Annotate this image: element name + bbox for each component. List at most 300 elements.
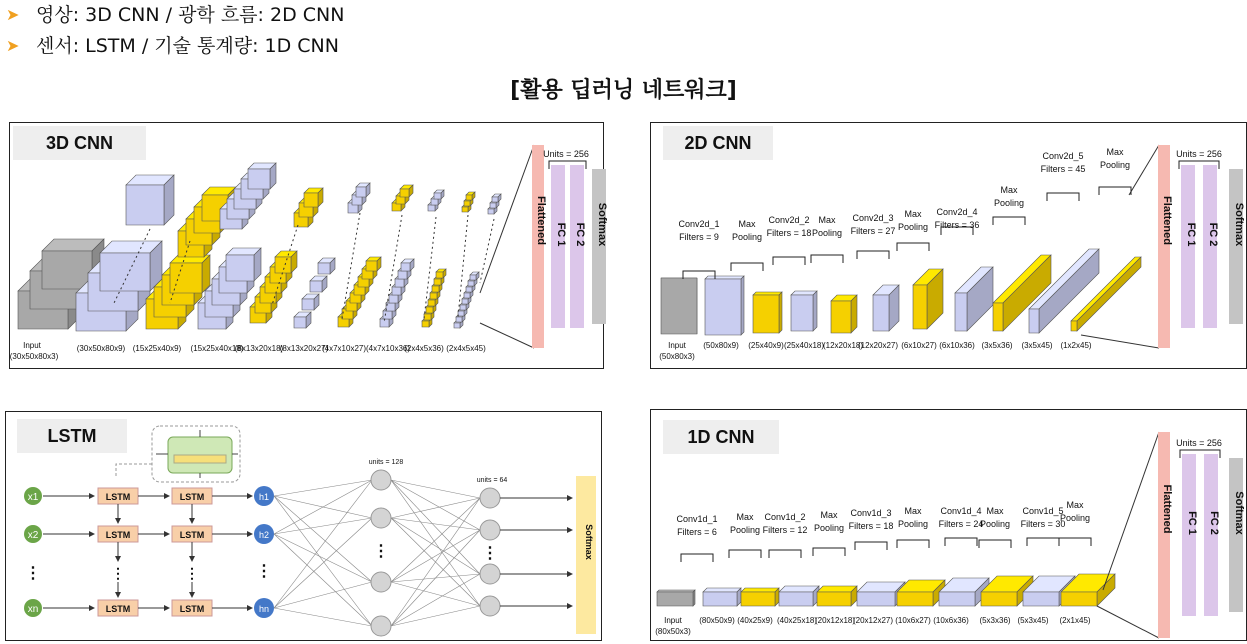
pool-volume-face <box>422 321 429 327</box>
layer-param-label: Pooling <box>897 519 929 529</box>
fc2-layer <box>1204 454 1218 616</box>
dense-node-128 <box>371 572 391 592</box>
layer-param-label: Filters = 6 <box>677 527 717 537</box>
conv-volume-face <box>488 209 494 214</box>
layer-param-label: Filters = 12 <box>762 525 808 535</box>
shape-label: (3x5x36) <box>981 341 1013 350</box>
layer-bracket <box>1099 187 1131 195</box>
layer-name-label: Max <box>986 506 1004 516</box>
layer-name-label: Conv1d_2 <box>764 512 806 522</box>
input-volume <box>661 278 697 334</box>
pool-volume-face <box>779 292 782 333</box>
dense-connection <box>391 498 480 518</box>
conv-volume-face <box>741 276 744 335</box>
layer-name-label: Conv1d_3 <box>850 508 892 518</box>
conv-volume-face <box>401 263 410 271</box>
conv-volume-face <box>302 299 314 310</box>
lstm-cell-label: LSTM <box>105 492 131 502</box>
layer-bracket <box>731 263 763 271</box>
layer-bracket <box>857 251 889 259</box>
flattened-layer <box>532 145 544 348</box>
pool-volume-face <box>430 293 437 299</box>
layer-name-label: Max <box>904 506 922 516</box>
shape-label: (80x50x9) <box>699 616 735 625</box>
shape-label: (2x4x5x45) <box>446 344 486 353</box>
feature-map-volume <box>703 588 741 606</box>
conv-volume-face <box>464 293 470 298</box>
conv-volume <box>310 276 327 292</box>
shape-label: (8x13x20x18) <box>234 344 284 353</box>
conv-volume <box>873 285 899 331</box>
conv-volume <box>492 194 501 202</box>
dense-connection <box>391 480 480 530</box>
conv-volume-face <box>356 187 366 197</box>
shape-label: (25x40x9) <box>748 341 784 350</box>
pool-volume-face <box>426 307 433 313</box>
pool-volume-face <box>464 201 470 206</box>
conv-volume-face <box>454 323 460 328</box>
conv-volume <box>791 291 817 331</box>
conv-volume-face <box>248 169 270 189</box>
pool-volume <box>913 269 943 329</box>
pool-volume <box>831 295 857 333</box>
pool-volume-face <box>428 300 435 306</box>
lstm-cell-label: LSTM <box>105 604 131 614</box>
connector-line <box>1081 335 1159 348</box>
dense-connection <box>274 582 372 608</box>
pool-volume-face <box>753 295 779 333</box>
conv-volume-face <box>318 263 330 274</box>
lstm-cell-label: LSTM <box>105 530 131 540</box>
feature-map-volume-face <box>817 586 857 592</box>
conv-volume <box>100 241 162 291</box>
bullet-sensor-text: 센서: LSTM / 기술 통계량: 1D CNN <box>36 35 339 57</box>
softmax-label: Softmax <box>1233 491 1245 535</box>
conv-volume <box>434 190 444 199</box>
shape-label: (15x25x40x9) <box>132 344 182 353</box>
conv-volume <box>470 272 479 280</box>
softmax-label: Softmax <box>584 524 594 560</box>
pool-volume <box>436 269 446 278</box>
shape-label: (3x5x45) <box>1021 341 1053 350</box>
ellipsis-dots: ⋮ <box>25 565 41 582</box>
conv-volume-face <box>310 281 322 292</box>
shape-label: (25x40x18) <box>783 341 825 350</box>
conv-volume <box>356 183 370 197</box>
pool-volume-face <box>436 272 443 278</box>
conv-volume-face <box>434 193 441 199</box>
kernel-volume <box>126 175 174 225</box>
layer-param-label: Pooling <box>811 228 843 238</box>
conv-volume-face <box>392 287 401 295</box>
shape-label: (5x3x36) <box>979 616 1011 625</box>
pool-volume <box>400 185 413 197</box>
layer-name-label: Max <box>738 219 756 229</box>
connector-line <box>1097 606 1159 638</box>
units-64-label: units = 64 <box>476 477 508 484</box>
section-title: [활용 딥러닝 네트워크] <box>510 78 737 103</box>
layer-param-label: Pooling <box>813 523 845 533</box>
input-volume-face <box>42 251 92 289</box>
conv-volume <box>302 294 319 310</box>
shape-label: (10x6x36) <box>933 616 969 625</box>
conv-volume-face <box>791 295 813 331</box>
input-node-label: xn <box>27 604 39 615</box>
pool-volume-face <box>466 195 472 200</box>
lstm-cell-label: LSTM <box>179 604 205 614</box>
bullet-sensor <box>6 34 339 58</box>
feature-map-volume-face <box>703 592 737 606</box>
feature-map-volume-face <box>703 588 741 592</box>
dense-node-128 <box>371 616 391 636</box>
zoom-leader <box>116 464 152 478</box>
layer-name-label: Conv1d_5 <box>1022 506 1064 516</box>
units-label: Units = 256 <box>1176 149 1222 159</box>
pool-volume-face <box>170 263 202 293</box>
shape-label: (20x12x27) <box>852 616 894 625</box>
shape-label: (20x12x18) <box>814 616 856 625</box>
dense-connection <box>391 530 480 582</box>
conv-volume-face <box>395 279 404 287</box>
feature-map-volume-face <box>779 592 813 606</box>
pool-volume-face <box>913 285 927 329</box>
shape-label: (6x10x36) <box>939 341 975 350</box>
conv-volume-face <box>705 279 741 335</box>
dense-node-128 <box>371 508 391 528</box>
conv-volume-face <box>955 293 967 331</box>
bullet-video <box>6 3 344 27</box>
panel-3d-cnn-tag: 3D CNN <box>13 126 146 160</box>
conv-volume <box>318 258 335 274</box>
dense-connection <box>391 606 480 626</box>
conv-volume-face <box>705 276 744 279</box>
connector-line <box>480 323 534 348</box>
dense-connection <box>391 518 480 574</box>
pool-volume-face <box>366 261 377 271</box>
ellipsis-dots: ⋮ <box>185 565 199 581</box>
conv-volume-face <box>389 295 398 303</box>
layer-name-label: Conv2d_5 <box>1042 151 1084 161</box>
panel-lstm <box>5 411 602 641</box>
conv-volume <box>955 267 993 331</box>
units-label: Units = 256 <box>543 149 589 159</box>
lstm-cell-label: LSTM <box>179 492 205 502</box>
arrow-bullet-icon: ➤ <box>6 36 20 55</box>
dense-connection <box>391 480 480 574</box>
shape-label: (2x1x45) <box>1059 616 1091 625</box>
input-node-label: x1 <box>27 492 39 503</box>
pool-volume-face <box>1071 321 1077 331</box>
layer-name-label: Conv1d_1 <box>676 514 718 524</box>
hidden-node-label: h2 <box>258 530 270 540</box>
feature-map-volume-face <box>741 588 779 592</box>
conv-volume-face <box>873 295 889 331</box>
layer-bracket <box>897 540 929 548</box>
layer-name-label: Max <box>1000 185 1018 195</box>
conv-volume-face <box>470 275 476 280</box>
layer-name-label: Max <box>1106 147 1124 157</box>
units-label: Units = 256 <box>1176 438 1222 448</box>
layer-param-label: Filters = 24 <box>938 519 984 529</box>
conv-volume-face <box>458 311 464 316</box>
conv-volume-face <box>462 299 468 304</box>
pool-volume-face <box>432 286 439 292</box>
layer-name-label: Max <box>736 512 754 522</box>
fc1-label: FC 1 <box>1186 511 1198 535</box>
conv-volume-face <box>791 291 817 295</box>
dense-node-64 <box>480 564 500 584</box>
conv-volume <box>294 312 311 328</box>
shape-label: (12x20x18) <box>822 341 864 350</box>
pool-volume <box>170 255 210 293</box>
conv-volume <box>226 248 261 281</box>
layer-param-label: Pooling <box>993 198 1025 208</box>
layer-bracket <box>1047 193 1079 201</box>
feature-map-volume-face <box>657 592 693 606</box>
shape-label: (8x13x20x27) <box>279 344 329 353</box>
cell-gates <box>174 455 226 463</box>
dense-connection <box>274 496 372 626</box>
ellipsis-dots: ⋮ <box>373 543 389 560</box>
input-node-label: x2 <box>27 530 39 541</box>
shape-label: (1x2x45) <box>1060 341 1092 350</box>
pool-volume <box>275 251 297 273</box>
dense-node-64 <box>480 488 500 508</box>
dense-connection <box>391 498 480 626</box>
shape-label: (50x80x9) <box>703 341 739 350</box>
feature-map-volume <box>657 590 695 606</box>
arrow-bullet-icon: ➤ <box>6 5 20 24</box>
conv-volume-face <box>1029 309 1039 333</box>
dense-connection <box>274 534 372 582</box>
hidden-node-label: hn <box>258 604 270 614</box>
layer-bracket <box>729 550 761 558</box>
units-128-label: units = 128 <box>368 459 404 466</box>
layer-param-label: Pooling <box>1099 160 1131 170</box>
shape-label: (12x20x27) <box>857 341 899 350</box>
input-shape-label: Input <box>23 341 41 350</box>
pool-volume-face <box>304 193 318 207</box>
softmax-label: Softmax <box>1233 202 1245 247</box>
pool-volume <box>466 192 475 200</box>
layer-param-label: Pooling <box>897 222 929 232</box>
layer-param-label: Filters = 18 <box>766 228 812 238</box>
conv-volume-face <box>383 311 392 319</box>
flattened-layer <box>1158 432 1170 638</box>
input-volume-face <box>661 278 697 334</box>
conv-volume-face <box>490 203 496 208</box>
dense-connection <box>391 498 480 582</box>
layer-param-label: Filters = 30 <box>1020 519 1066 529</box>
layer-name-label: Max <box>1066 500 1084 510</box>
input-shape-label: Input <box>664 616 682 625</box>
layer-name-label: Max <box>818 215 836 225</box>
panel-1d-cnn-tag: 1D CNN <box>663 420 779 454</box>
pool-volume-face <box>424 314 431 320</box>
layer-bracket <box>1059 538 1091 546</box>
layer-bracket <box>855 542 887 550</box>
pool-volume <box>304 188 323 207</box>
softmax-label: Softmax <box>596 202 608 247</box>
lstm-cell-label: LSTM <box>179 530 205 540</box>
layer-param-label: Pooling <box>731 232 763 242</box>
dense-connection <box>391 574 480 626</box>
layer-param-label: Pooling <box>979 519 1011 529</box>
conv-volume-face <box>398 271 407 279</box>
flattened-layer <box>1158 145 1170 348</box>
conv-volume-face <box>226 255 254 281</box>
conv-volume-face <box>813 291 817 331</box>
layer-bracket <box>813 548 845 556</box>
layer-bracket <box>681 554 713 562</box>
fc2-layer <box>570 165 584 328</box>
shape-label: (6x10x27) <box>901 341 937 350</box>
feature-map-volume-face <box>857 592 895 606</box>
dense-connection <box>391 480 480 498</box>
fc1-label: FC 1 <box>1185 222 1197 247</box>
conv-volume <box>248 163 276 189</box>
bullet-video-text: 영상: 3D CNN / 광학 흐름: 2D CNN <box>36 4 345 26</box>
dense-node-64 <box>480 596 500 616</box>
shape-label: (30x50x80x9) <box>76 344 126 353</box>
layer-bracket <box>945 538 977 546</box>
feature-map-volume <box>741 588 779 606</box>
panel-2d-cnn <box>650 122 1247 369</box>
layer-param-label: Filters = 9 <box>679 232 719 242</box>
panel-1d-cnn <box>650 409 1247 641</box>
pool-volume-face <box>400 189 409 197</box>
layer-param-label: Filters = 27 <box>850 226 896 236</box>
fc1-label: FC 1 <box>555 222 567 247</box>
flattened-label: Flattened <box>1161 484 1173 534</box>
layer-name-label: Conv2d_1 <box>678 219 720 229</box>
layer-bracket <box>897 243 929 251</box>
feature-map-volume-face <box>779 586 819 592</box>
input-shape-label: (80x50x3) <box>655 627 691 636</box>
conv-volume-face <box>100 253 150 291</box>
connector-line <box>1103 432 1159 590</box>
conv-volume-face <box>492 197 498 202</box>
pool-volume <box>753 292 782 333</box>
dense-node-128 <box>371 470 391 490</box>
layer-bracket <box>1027 538 1059 546</box>
dense-connection <box>391 530 480 626</box>
layer-bracket <box>979 540 1011 548</box>
panel-3d-cnn <box>9 122 608 369</box>
dense-connection <box>391 582 480 606</box>
layer-name-label: Conv1d_4 <box>940 506 982 516</box>
conv-volume <box>401 259 414 271</box>
dense-connection <box>274 496 372 582</box>
feature-map-volume-face <box>939 592 975 606</box>
conv-volume-face <box>460 305 466 310</box>
pool-volume-face <box>434 279 441 285</box>
conv-volume-face <box>466 287 472 292</box>
feature-map-volume-face <box>1023 592 1059 606</box>
conv-volume-face <box>468 281 474 286</box>
conv-volume-face <box>428 205 435 211</box>
layer-name-label: Max <box>820 510 838 520</box>
connector-line <box>480 145 534 293</box>
layer-name-label: Conv2d_4 <box>936 207 978 217</box>
feature-map-volume-face <box>1061 592 1097 606</box>
conv-volume <box>705 276 744 335</box>
ellipsis-dots: ⋮ <box>256 563 272 580</box>
layer-name-label: Conv2d_2 <box>768 215 810 225</box>
flattened-label: Flattened <box>535 196 547 245</box>
kernel-volume-face <box>126 185 164 225</box>
pool-volume <box>366 257 381 271</box>
panel-lstm-tag: LSTM <box>17 419 127 453</box>
shape-label: (40x25x18) <box>776 616 818 625</box>
fc1-layer <box>1182 454 1196 616</box>
layer-bracket <box>773 257 805 265</box>
layer-name-label: Max <box>904 209 922 219</box>
layer-param-label: Pooling <box>729 525 761 535</box>
softmax-layer <box>1229 458 1243 612</box>
fc1-layer <box>1181 165 1195 328</box>
softmax-layer <box>592 169 606 324</box>
connector-line <box>1129 145 1159 195</box>
dense-connection <box>391 480 480 606</box>
feature-map-volume-face <box>741 592 775 606</box>
shape-label: (40x25x9) <box>737 616 773 625</box>
fc2-label: FC 2 <box>574 222 586 247</box>
feature-map-volume-face <box>981 592 1017 606</box>
ellipsis-dots: ⋮ <box>111 565 125 581</box>
layer-param-label: Filters = 36 <box>934 220 980 230</box>
shape-label: (4x7x10x27) <box>321 344 367 353</box>
layer-param-label: Filters = 45 <box>1040 164 1086 174</box>
dense-node-64 <box>480 520 500 540</box>
softmax-layer <box>1229 169 1243 324</box>
layer-bracket <box>993 217 1025 225</box>
layer-name-label: Conv2d_3 <box>852 213 894 223</box>
feature-map-volume-face <box>817 592 851 606</box>
pool-volume-face <box>462 207 468 212</box>
feature-map-volume <box>779 586 819 606</box>
hidden-node-label: h1 <box>258 492 270 502</box>
shape-label: (4x7x10x36) <box>365 344 411 353</box>
dense-connection <box>391 518 480 530</box>
input-shape-label: Input <box>668 341 686 350</box>
pool-volume-face <box>275 257 291 273</box>
layer-bracket <box>811 255 843 263</box>
ellipsis-dots: ⋮ <box>482 545 498 562</box>
shape-label: (10x6x27) <box>895 616 931 625</box>
dense-connection <box>274 608 372 626</box>
input-shape-label: (50x80x3) <box>659 352 695 361</box>
shape-label: (15x25x40x18) <box>190 344 244 353</box>
input-shape-label: (30x50x80x3) <box>9 352 59 361</box>
fc2-label: FC 2 <box>1207 222 1219 247</box>
dense-connection <box>274 534 372 626</box>
conv-volume-face <box>456 317 462 322</box>
layer-param-label: Filters = 18 <box>848 521 894 531</box>
pool-volume-face <box>831 301 851 333</box>
pool-volume-face <box>993 303 1003 331</box>
feature-map-volume <box>817 586 857 606</box>
fc2-layer <box>1203 165 1217 328</box>
layer-param-label: Pooling <box>1059 513 1091 523</box>
panel-2d-cnn-tag: 2D CNN <box>663 126 773 160</box>
pool-volume-face <box>753 292 782 295</box>
shape-label: (2x4x5x36) <box>404 344 444 353</box>
shape-label: (5x3x45) <box>1017 616 1049 625</box>
conv-volume-face <box>431 199 438 205</box>
layer-bracket <box>769 550 801 558</box>
fc1-layer <box>551 165 565 328</box>
